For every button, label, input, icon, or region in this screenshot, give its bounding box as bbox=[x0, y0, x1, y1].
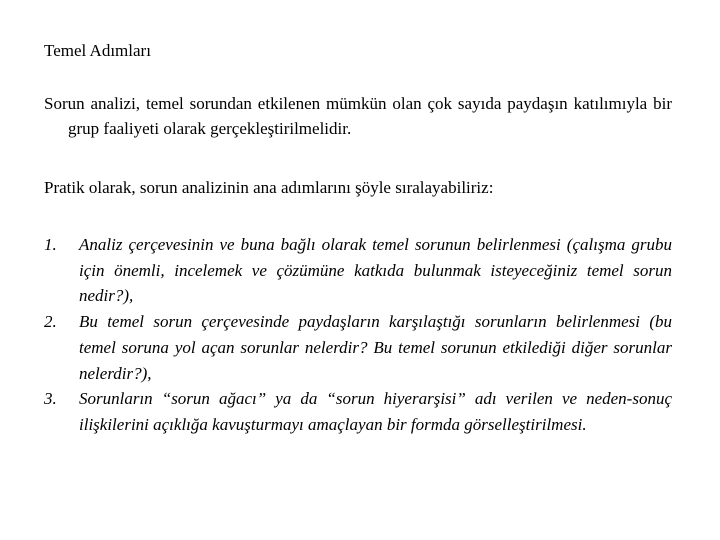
list-item-number: 1. bbox=[44, 235, 57, 254]
intro-paragraph: Sorun analizi, temel sorundan etkilenen mümkün olan çok sayıda paydaşın katılımıyla bir grup faaliyeti olarak gerçekleştirilmelidir. bbox=[44, 94, 672, 138]
steps-intro-paragraph: Pratik olarak, sorun analizinin ana adımlarını şöyle sıralayabiliriz: bbox=[44, 178, 494, 197]
list-item-text: Bu temel sorun çerçevesinde paydaşların karşılaştığı sorunların belirlenmesi (bu temel soruna yol açan sorunlar nelerdir? Bu temel sorunun etkilediği diğer sorunlar nelerdir?), bbox=[79, 312, 672, 383]
document-title: Temel Adımları bbox=[44, 41, 151, 60]
list-item bbox=[44, 386, 672, 437]
list-item-text: Analiz çerçevesinin ve buna bağlı olarak temel sorunun belirlenmesi (çalışma grubu için önemli, incelemek ve çözümüne katkıda bulunmak isteyeceğiniz temel sorun nedir?), bbox=[79, 235, 672, 306]
list-item-number: 2. bbox=[44, 312, 57, 332]
steps-list bbox=[44, 232, 672, 438]
list-item bbox=[44, 232, 672, 309]
list-item-number: 3. bbox=[44, 389, 57, 409]
list-item bbox=[44, 309, 672, 386]
list-item-text: Sorunların “sorun ağacı” ya da “sorun hiyerarşisi” adı verilen ve neden-sonuç ilişkilerini açıklığa kavuşturmayı amaçlayan bir formda görselleştirilmesi. bbox=[79, 389, 672, 434]
